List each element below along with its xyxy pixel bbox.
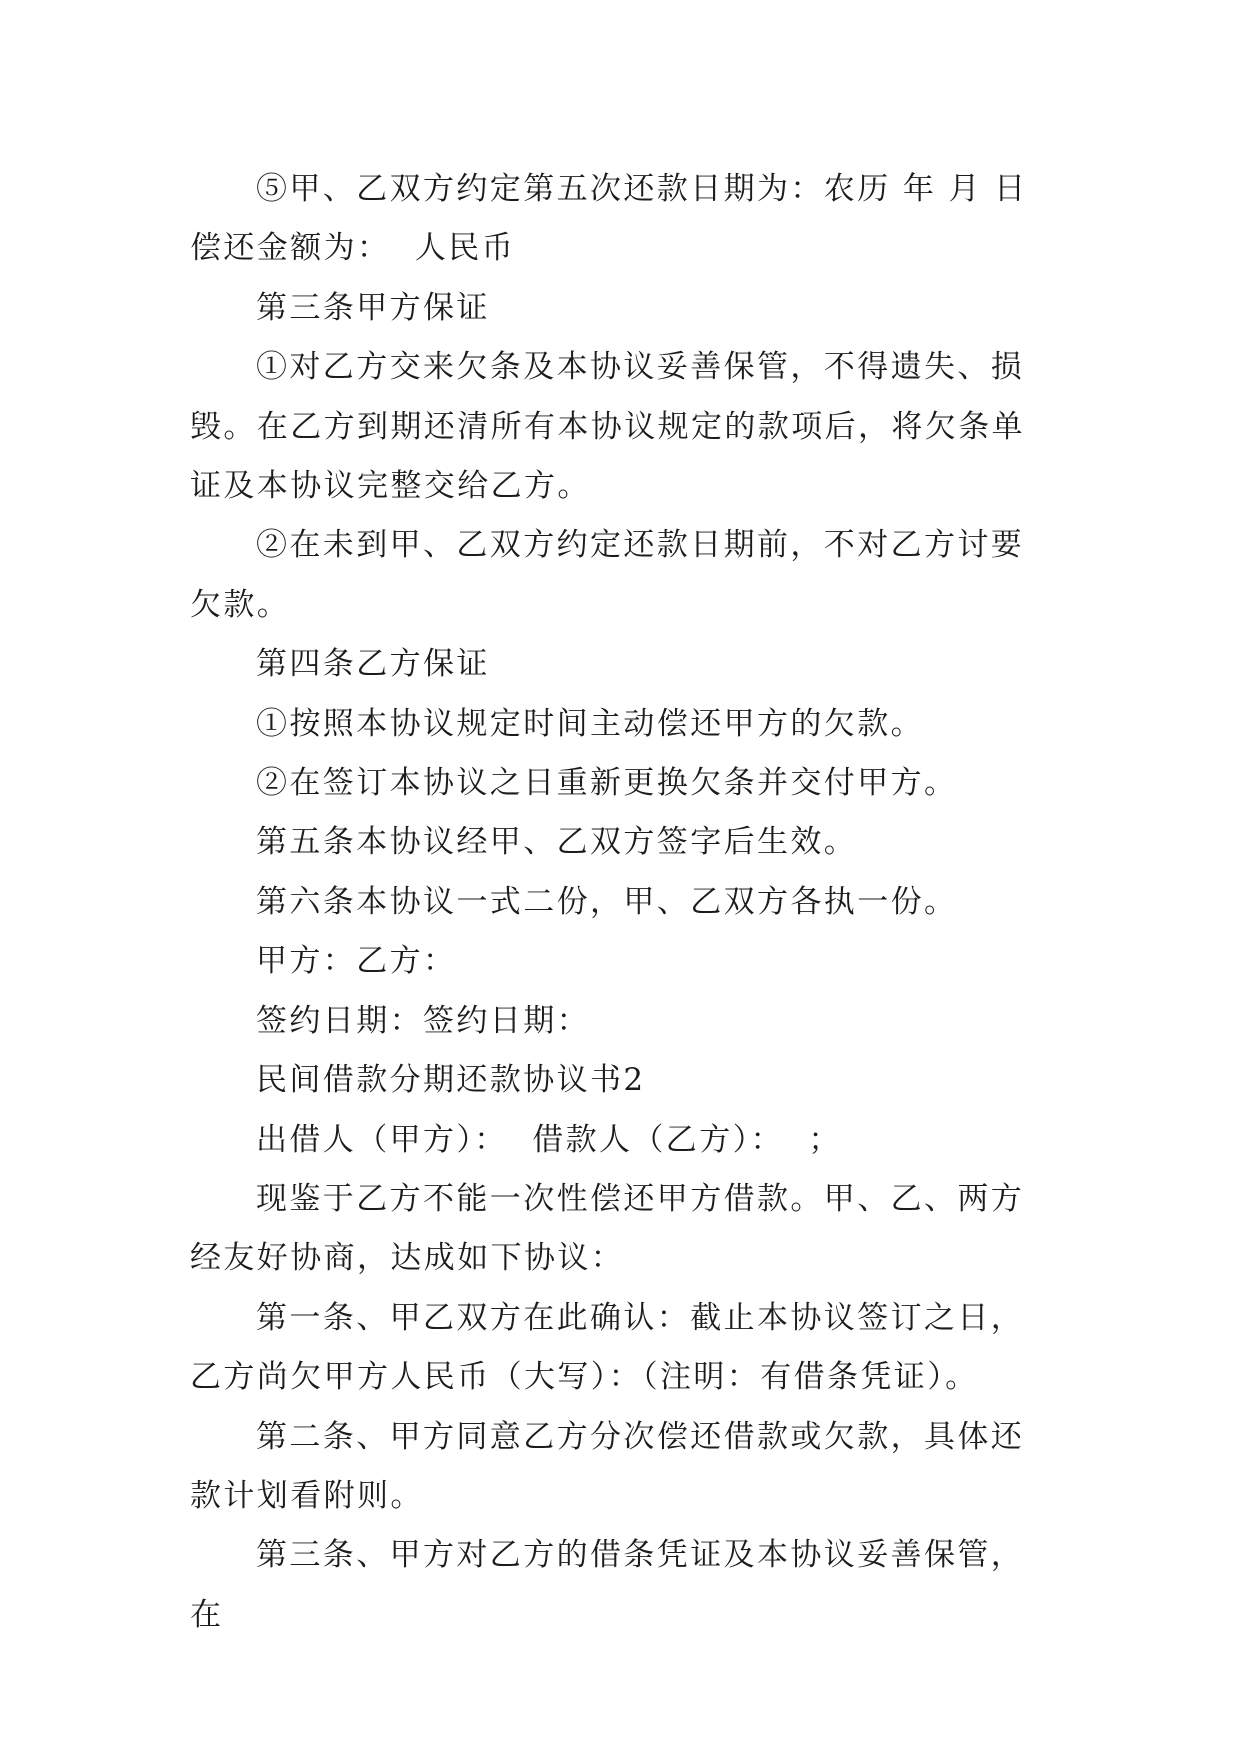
paragraph-party-b-replace-iou: ②在签订本协议之日重新更换欠条并交付甲方。 [256,765,958,802]
paragraph-article-2-installments: 第二条、甲方同意乙方分次偿还借款或欠款，具体还款计划看附则。 [190,1418,1025,1514]
heading-article-4-party-b-guarantee: 第四条乙方保证 [256,646,490,683]
paragraph-article-6-copies: 第六条本协议一式二份，甲、乙双方各执一份。 [256,883,958,920]
paragraph-article-1-confirmation: 第一条、甲乙双方在此确认：截止本协议签订之日，乙方尚欠甲方人民币（大写）：（注明：有借条凭证）。 [190,1299,1025,1396]
paragraph-party-a-no-early-demand: ②在未到甲、乙双方约定还款日期前，不对乙方讨要欠款。 [190,527,1025,623]
signature-parties-line: 甲方：乙方： [256,943,457,980]
paragraph-party-a-safekeeping: ①对乙方交来欠条及本协议妥善保管，不得遗失、损毁。在乙方到期还清所有本协议规定的款项后，将欠条单证及本协议完整交给乙方。 [190,349,1025,505]
paragraph-fifth-repayment-date: ⑤甲、乙双方约定第五次还款日期为：农历 年 月 日偿还金额为： 人民币 [190,171,1028,267]
parties-lender-borrower-line: 出借人（甲方）： 借款人（乙方）： ； [256,1121,842,1158]
paragraph-party-b-repay-on-time: ①按照本协议规定时间主动偿还甲方的欠款。 [256,705,924,742]
document-page [190,160,1050,1645]
paragraph-article-3-safekeeping: 第三条、甲方对乙方的借条凭证及本协议妥善保管，在 [190,1537,1025,1633]
document-title-2: 民间借款分期还款协议书2 [256,1062,646,1099]
signature-dates-line: 签约日期：签约日期： [256,1002,590,1039]
paragraph-article-5-effective: 第五条本协议经甲、乙双方签字后生效。 [256,824,858,861]
heading-article-3-party-a-guarantee: 第三条甲方保证 [256,289,490,326]
paragraph-preamble: 现鉴于乙方不能一次性偿还甲方借款。甲、乙、两方经友好协商，达成如下协议： [190,1180,1025,1277]
